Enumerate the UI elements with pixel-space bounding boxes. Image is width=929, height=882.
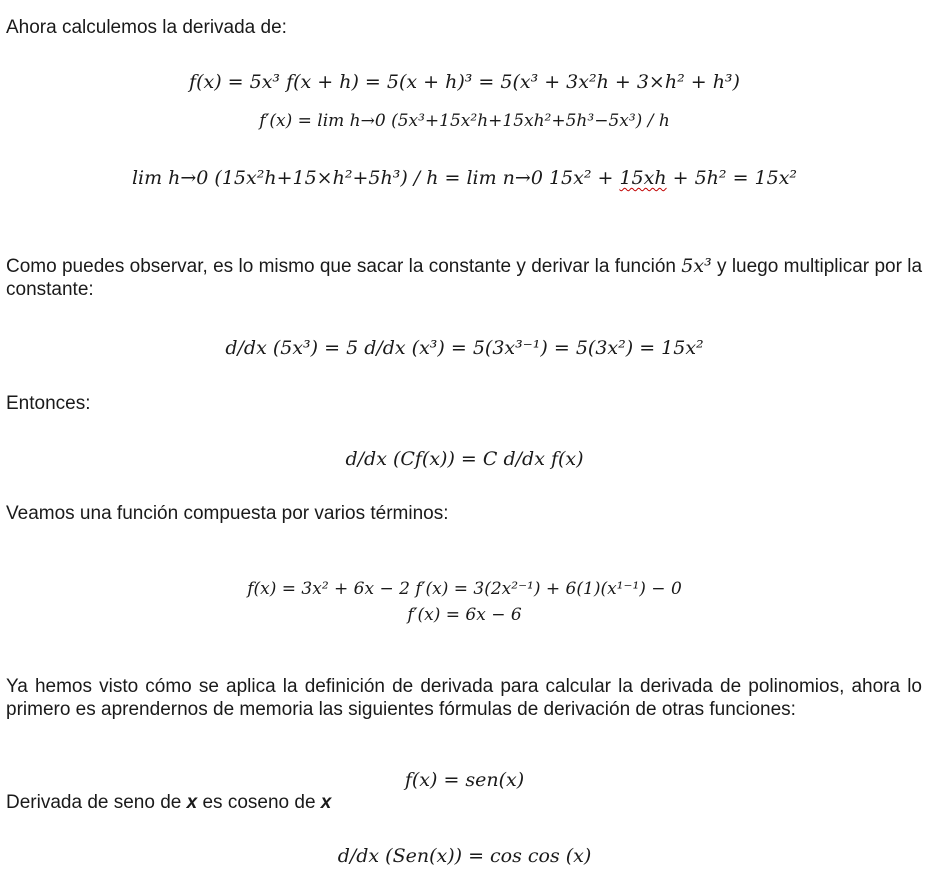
equation-definition: f(x) = 5x³ f(x + h) = 5(x + h)³ = 5(x³ + 3x²h + 3×h² + h³) [189,71,740,93]
intro-text: Ahora calculemos la derivada de: [6,17,287,38]
formulas-intro-paragraph: Ya hemos visto cómo se aplica la definición de derivada para calcular la derivada de polinomios, ahora lo primero es aprendernos de memoria las siguientes fórmulas de derivación de otras funciones: [6,676,922,720]
equation-polynomial-derivative: f′(x) = 6x − 6 [407,605,522,625]
equation-limit-result [0,165,929,191]
spellcheck-flagged-term[interactable]: 15xh [619,167,667,189]
variable-x: x [320,792,332,813]
equation-constant-rule-example: d/dx (5x³) = 5 d/dx (x³) = 5(3x³⁻¹) = 5(3x²) = 15x² [225,337,704,359]
observation-paragraph: Como puedes observar, es lo mismo que sacar la constante y derivar la función 5x³ y luego multiplicar por la constante: [6,255,923,300]
equation-sine-derivative: d/dx (Sen(x)) = cos cos (x) [337,845,592,867]
variable-x: x [186,792,198,813]
equation-sine-function: f(x) = sen(x) [404,769,525,791]
limit-expression: lim h→0 (15x²h+15×h²+5h³) / h = lim n→0 15x² + [131,167,620,189]
limit-result-tail: + 5h² = 15x² [666,167,798,189]
observation-function: 5x³ [681,255,712,277]
entonces-text: Entonces: [6,393,91,414]
sine-derivative-text: Derivada de seno de x es coseno de x [6,792,332,813]
equation-constant-rule: d/dx (Cf(x)) = C d/dx f(x) [345,448,584,470]
equation-limit-definition: f′(x) = lim h→0 (5x³+15x²h+15xh²+5h³−5x³) / h [259,111,670,131]
veamos-text: Veamos una función compuesta por varios términos: [6,503,449,524]
equation-polynomial: f(x) = 3x² + 6x − 2 f′(x) = 3(2x²⁻¹) + 6(1)(x¹⁻¹) − 0 [247,579,682,599]
